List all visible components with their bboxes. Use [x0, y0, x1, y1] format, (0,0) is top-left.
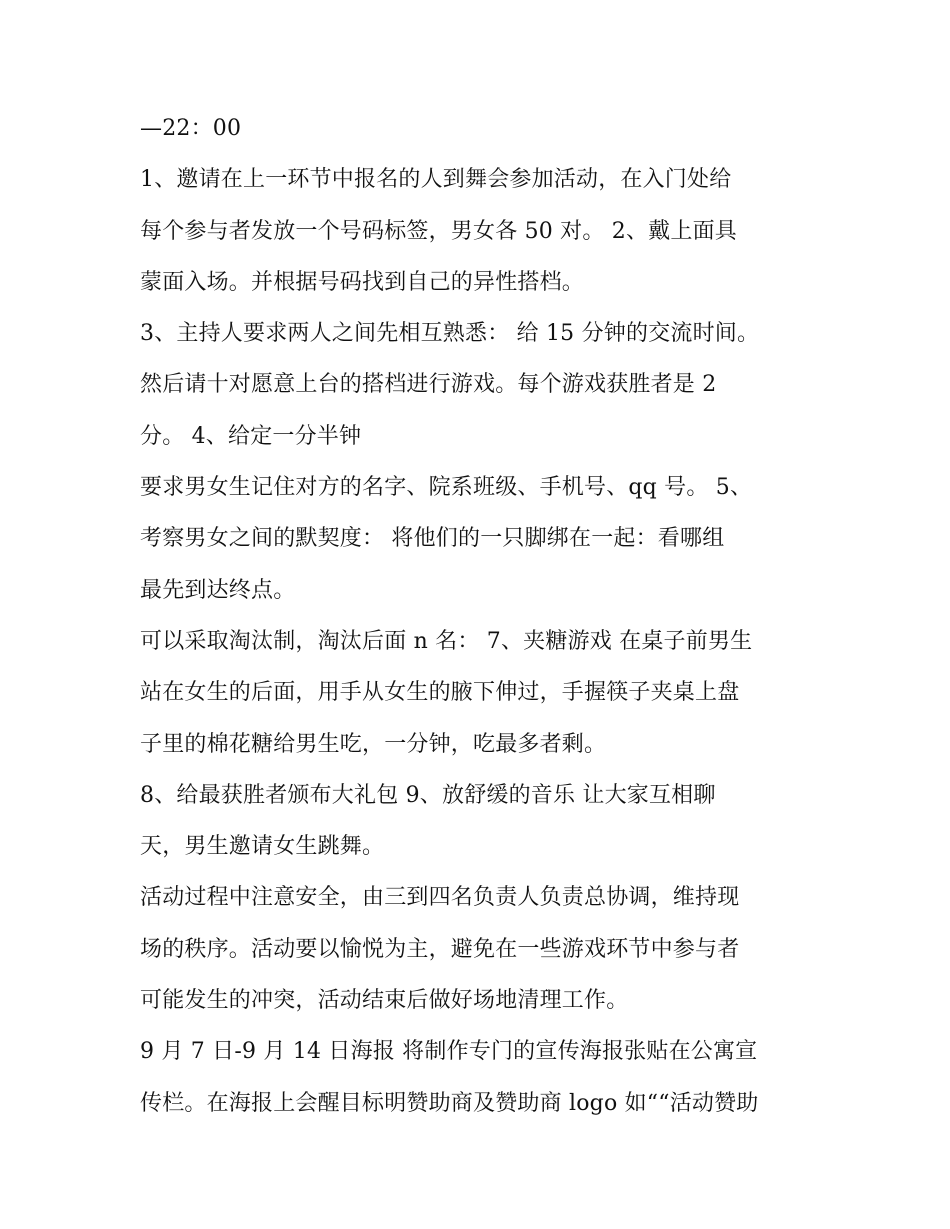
- text-line: 场的秩序。活动要以愉悦为主，避免在一些游戏环节中参与者: [140, 936, 740, 962]
- text-line: —22：00: [140, 116, 242, 141]
- text-line: 可能发生的冲突，活动结束后做好场地清理工作。: [140, 988, 629, 1014]
- text-line: 3、主持人要求两人之间先相互熟悉： 给 15 分钟的交流时间。: [140, 321, 760, 347]
- text-line: 活动过程中注意安全，由三到四名负责人负责总协调，维持现: [140, 885, 740, 911]
- text-line: 8、给最获胜者颁布大礼包 9、放舒缓的音乐 让大家互相聊: [140, 782, 716, 808]
- text-line: 要求男女生记住对方的名字、院系班级、手机号、qq 号。 5、: [140, 475, 753, 501]
- text-line: 9 月 7 日-9 月 14 日海报 将制作专门的宣传海报张贴在公寓宣: [140, 1039, 758, 1065]
- text-line: 每个参与者发放一个号码标签，男女各 50 对。 2、戴上面具: [140, 218, 737, 244]
- text-line: 可以采取淘汰制，淘汰后面 n 名： 7、夹糖游戏 在桌子前男生: [140, 628, 753, 654]
- text-line: 天，男生邀请女生跳舞。: [140, 834, 385, 860]
- text-line: 1、邀请在上一环节中报名的人到舞会参加活动，在入门处给: [140, 167, 732, 193]
- document-page: [140, 103, 820, 1129]
- text-line: 然后请十对愿意上台的搭档进行游戏。每个游戏获胜者是 2: [140, 372, 717, 398]
- text-line: 传栏。在海报上会醒目标明赞助商及赞助商 logo 如““活动赞助: [140, 1090, 759, 1116]
- text-line: 考察男女之间的默契度： 将他们的一只脚绑在一起：看哪组: [140, 526, 725, 552]
- text-line: 站在女生的后面，用手从女生的腋下伸过，手握筷子夹桌上盘: [140, 680, 740, 706]
- text-line: 分。 4、给定一分半钟: [140, 423, 362, 449]
- text-line: 蒙面入场。并根据号码找到自己的异性搭档。: [140, 269, 585, 295]
- text-line: 子里的棉花糖给男生吃，一分钟，吃最多者剩。: [140, 731, 607, 757]
- text-line: 最先到达终点。: [140, 577, 296, 603]
